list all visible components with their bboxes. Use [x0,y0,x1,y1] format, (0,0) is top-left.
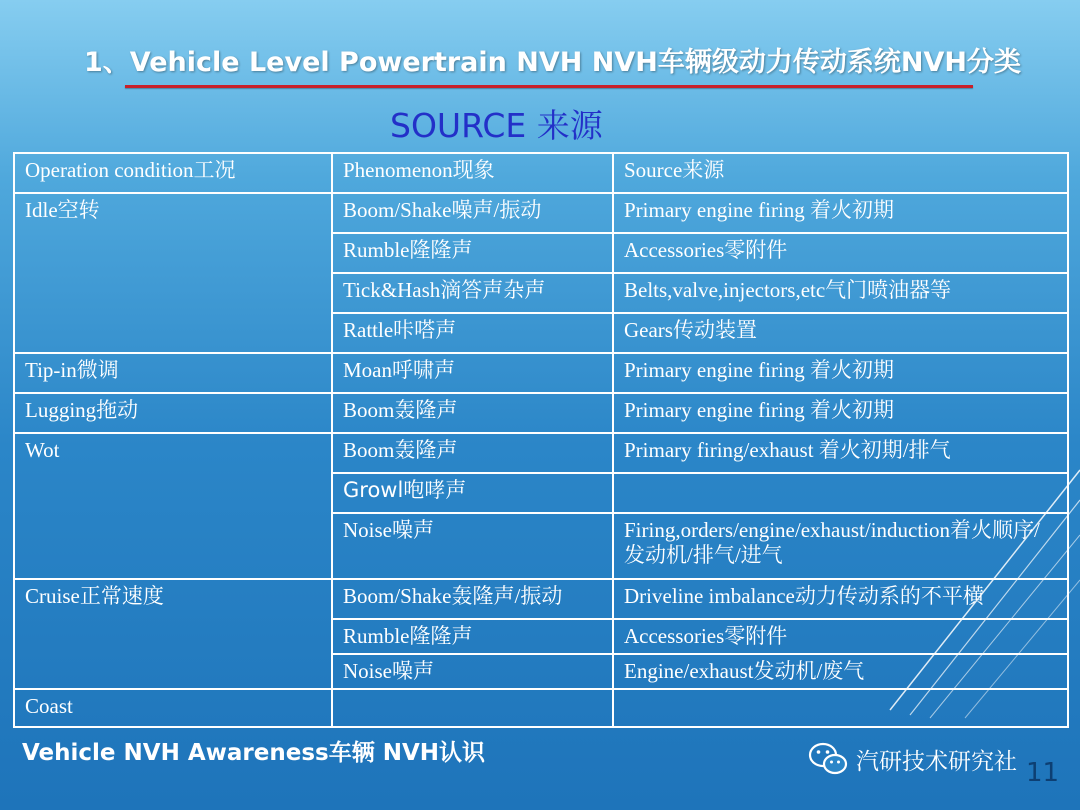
header-operation-condition: Operation condition工况 [14,153,332,193]
phenomenon-cell: Rumble隆隆声 [332,619,613,654]
phenomenon-cell: Boom轰隆声 [332,393,613,433]
phenomenon-cell: Boom轰隆声 [332,433,613,473]
phenomenon-cell: Rumble隆隆声 [332,233,613,273]
table-row [14,193,1068,233]
slide-footer: Vehicle NVH Awareness车辆 NVH认识 [22,740,485,766]
source-cell: Primary engine firing 着火初期 [613,393,1068,433]
source-cell: Firing,orders/engine/exhaust/induction着火顺序/发动机/排气/进气 [613,513,1068,579]
source-cell: Primary firing/exhaust 着火初期/排气 [613,433,1068,473]
page-number: 11 [1026,758,1060,788]
wechat-icon [808,742,848,776]
phenomenon-cell: Noise噪声 [332,654,613,689]
table-row [14,353,1068,393]
watermark [808,742,1017,776]
header-source: Source来源 [613,153,1068,193]
phenomenon-cell [332,689,613,727]
source-cell: Accessories零附件 [613,619,1068,654]
condition-cell: Cruise正常速度 [14,579,332,689]
source-cell: Gears传动装置 [613,313,1068,353]
condition-cell: Tip-in微调 [14,353,332,393]
phenomenon-cell: Rattle咔嗒声 [332,313,613,353]
condition-cell: Lugging拖动 [14,393,332,433]
slide-subtitle: SOURCE 来源 [390,106,603,145]
source-cell: Accessories零附件 [613,233,1068,273]
header-phenomenon: Phenomenon现象 [332,153,613,193]
source-cell: Primary engine firing 着火初期 [613,353,1068,393]
slide-title: 1、Vehicle Level Powertrain NVH NVH车辆级动力传动系统NVH分类 [84,47,1021,78]
condition-cell: Coast [14,689,332,727]
phenomenon-cell: Noise噪声 [332,513,613,579]
phenomenon-cell: Moan呼啸声 [332,353,613,393]
table-row [14,393,1068,433]
table-header-row [14,153,1068,193]
phenomenon-cell: Boom/Shake噪声/振动 [332,193,613,233]
condition-cell: Wot [14,433,332,579]
source-cell: Engine/exhaust发动机/废气 [613,654,1068,689]
condition-cell: Idle空转 [14,193,332,353]
source-cell: Primary engine firing 着火初期 [613,193,1068,233]
decorative-lines [870,460,1080,720]
title-underline [125,85,973,88]
source-cell: Driveline imbalance动力传动系的不平横 [613,579,1068,619]
watermark-text: 汽研技术研究社 [856,748,1017,775]
phenomenon-cell: Growl咆哮声 [332,473,613,513]
source-cell: Belts,valve,injectors,etc气门喷油器等 [613,273,1068,313]
phenomenon-cell: Tick&Hash滴答声杂声 [332,273,613,313]
phenomenon-cell: Boom/Shake轰隆声/振动 [332,579,613,619]
